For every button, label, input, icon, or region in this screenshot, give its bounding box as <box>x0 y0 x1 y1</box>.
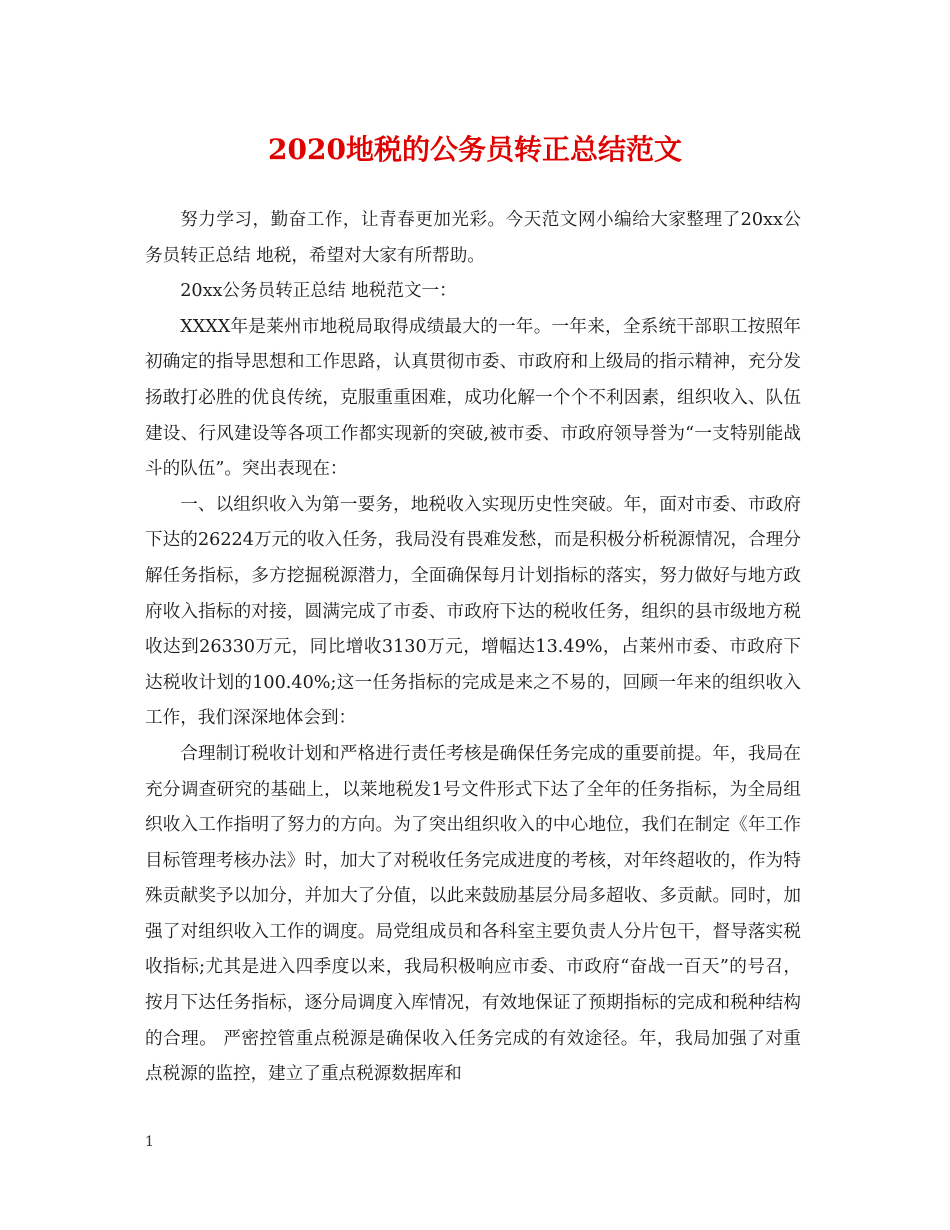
paragraph-overview: XXXX年是莱州市地税局取得成绩最大的一年。一年来，全系统干部职工按照年初确定的指导思想和工作思路，认真贯彻市委、市政府和上级局的指示精神，充分发扬敢打必胜的优良传统，克服重重困难，成功化解一个个不利因素，组织收入、队伍建设、行风建设等各项工作都实现新的突破,被市委、市政府领导誉为“一支特别能战斗的队伍”。突出表现在： <box>145 316 801 480</box>
paragraph-section-heading: 20xx公务员转正总结 地税范文一： <box>180 281 457 302</box>
document-title: 2020地税的公务员转正总结范文 <box>268 133 682 166</box>
document-body <box>145 203 801 1093</box>
paragraph-intro: 努力学习，勤奋工作，让青春更加光彩。今天范文网小编给大家整理了20xx公务员转正总结 地税，希望对大家有所帮助。 <box>145 210 801 266</box>
page-number: 1 <box>145 1134 154 1150</box>
paragraph-planning: 合理制订税收计划和严格进行责任考核是确保任务完成的重要前提。年，我局在充分调查研究的基础上，以莱地税发1号文件形式下达了全年的任务指标，为全局组织收入工作指明了努力的方向。为了突出组织收入的中心地位，我们在制定《年工作目标管理考核办法》时，加大了对税收任务完成进度的考核，对年终超收的，作为特殊贡献奖予以加分，并加大了分值，以此来鼓励基层分局多超收、多贡献。同时，加强了对组织收入工作的调度。局党组成员和各科室主要负责人分片包干，督导落实税收指标;尤其是进入四季度以来，我局积极响应市委、市政府“奋战一百天”的号召，按月下达任务指标，逐分局调度入库情况，有效地保证了预期指标的完成和税种结构的合理。 严密控管重点税源是确保收入任务完成的有效途径。年，我局加强了对重点税源的监控，建立了重点税源数据库和 <box>145 743 801 1085</box>
paragraph-revenue: 一、以组织收入为第一要务，地税收入实现历史性突破。年，面对市委、市政府下达的26224万元的收入任务，我局没有畏难发愁，而是积极分析税源情况，合理分解任务指标，多方挖掘税源潜力，全面确保每月计划指标的落实，努力做好与地方政府收入指标的对接，圆满完成了市委、市政府下达的税收任务，组织的县市级地方税收达到26330万元，同比增收3130万元，增幅达13.49%，占莱州市委、市政府下达税收计划的100.40%;这一任务指标的完成是来之不易的，回顾一年来的组织收入工作，我们深深地体会到： <box>145 494 801 729</box>
